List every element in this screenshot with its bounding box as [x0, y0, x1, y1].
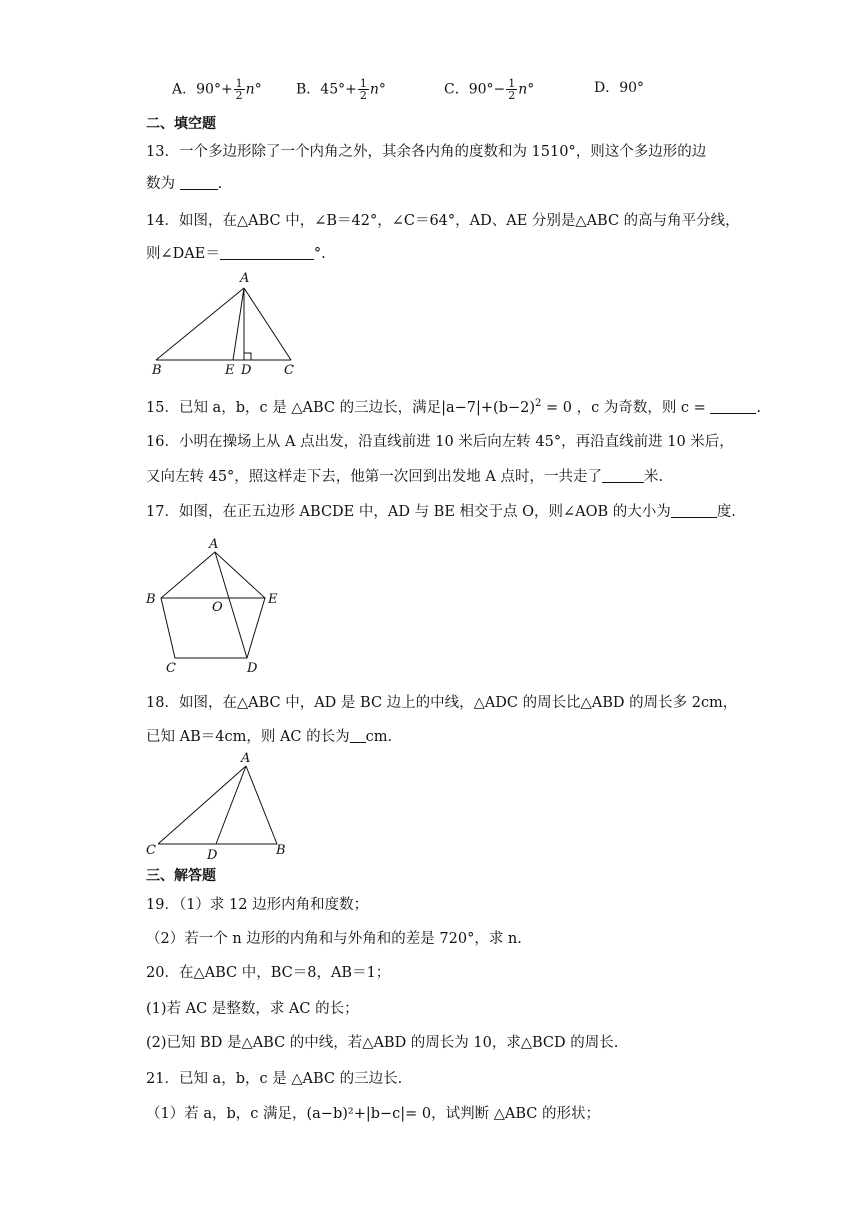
vertex-label-e: E	[268, 592, 278, 607]
option-a: A．90°+ $\frac{1}{2}$ n°	[172, 77, 262, 102]
q14-line2: 则∠DAE＝ °.	[146, 246, 326, 262]
q19-line2: （2）若一个 n 边形的内角和与外角和的差是 720°，求 n.	[146, 931, 522, 947]
q18-line1: 18．如图，在△ABC 中，AD 是 BC 边上的中线，△ADC 的周长比△ABD 的周长多 2cm，	[146, 695, 738, 711]
q17-line: 17．如图，在正五边形 ABCDE 中，AD 与 BE 相交于点 O，则∠AOB 的大小为 度.	[146, 504, 736, 520]
q13-line2: 数为 .	[146, 176, 223, 192]
answer-blank[interactable]	[180, 175, 218, 190]
vertex-label-d: D	[241, 363, 252, 378]
vertex-label-a: A	[241, 751, 251, 766]
q14-line1: 14．如图，在△ABC 中，∠B＝42°，∠C＝64°，AD、AE 分别是△ABC 的高与角平分线，	[146, 213, 740, 229]
option-c: C．90°− $\frac{1}{2}$ n°	[444, 77, 535, 102]
vertex-label-a: A	[240, 271, 250, 286]
vertex-label-b: B	[152, 363, 162, 378]
q20-line2: (1)若 AC 是整数，求 AC 的长；	[146, 1001, 359, 1017]
q20-line1: 20．在△ABC 中，BC＝8，AB＝1；	[146, 965, 391, 981]
option-b: B．45°+ $\frac{1}{2}$ n°	[296, 77, 386, 102]
q18-line2: 已知 AB＝4cm，则 AC 的长为 cm.	[146, 729, 393, 745]
q21-line1: 21．已知 a，b，c 是 △ABC 的三边长.	[146, 1071, 403, 1087]
answer-blank[interactable]	[350, 728, 366, 743]
answer-blank[interactable]	[220, 245, 314, 260]
q21-line2: （1）若 a，b，c 满足，(a−b)²+|b−c|= 0，试判断 △ABC 的形状；	[146, 1106, 601, 1122]
q15-line: 15．已知 a，b，c 是 △ABC 的三边长，满足$|a-7|+(b-2)^2 = 0$ ，c 为奇数，则 c = .	[146, 398, 762, 416]
q13-line1: 13．一个多边形除了一个内角之外，其余各内角的度数和为 1510°，则这个多边形的边	[146, 144, 707, 160]
q18-triangle-figure	[140, 750, 300, 864]
q16-line1: 16．小明在操场上从 A 点出发，沿直线前进 10 米后向左转 45°，再沿直线前进 10 米后，	[146, 434, 734, 450]
q20-line3: (2)已知 BD 是△ABC 的中线，若△ABD 的周长为 10，求△BCD 的周长.	[146, 1035, 619, 1051]
fraction: $\frac{1}{2}$	[359, 77, 367, 102]
fraction: $\frac{1}{2}$	[235, 77, 243, 102]
answer-blank[interactable]	[602, 468, 644, 483]
section-heading-solutions: 三、解答题	[146, 868, 216, 884]
point-label-o: O	[212, 600, 223, 615]
vertex-label-c: C	[284, 363, 294, 378]
vertex-label-c: C	[166, 661, 176, 676]
option-d: D．90°	[594, 80, 645, 96]
fraction: $\frac{1}{2}$	[508, 77, 516, 102]
q16-line2: 又向左转 45°，照这样走下去，他第一次回到出发地 A 点时，一共走了 米.	[146, 469, 664, 485]
vertex-label-b: B	[276, 843, 286, 858]
vertex-label-d: D	[247, 661, 258, 676]
q14-triangle-figure	[146, 268, 306, 380]
section-heading-fill-in: 二、填空题	[146, 116, 216, 132]
q19-line1: 19．（1）求 12 边形内角和度数；	[146, 897, 369, 913]
q17-pentagon-figure	[140, 536, 290, 678]
vertex-label-e: E	[225, 363, 235, 378]
point-label-d: D	[207, 848, 218, 863]
vertex-label-b: B	[146, 592, 156, 607]
vertex-label-c: C	[146, 843, 156, 858]
answer-blank[interactable]	[671, 503, 717, 518]
vertex-label-a: A	[209, 537, 219, 552]
answer-blank[interactable]	[710, 399, 756, 414]
